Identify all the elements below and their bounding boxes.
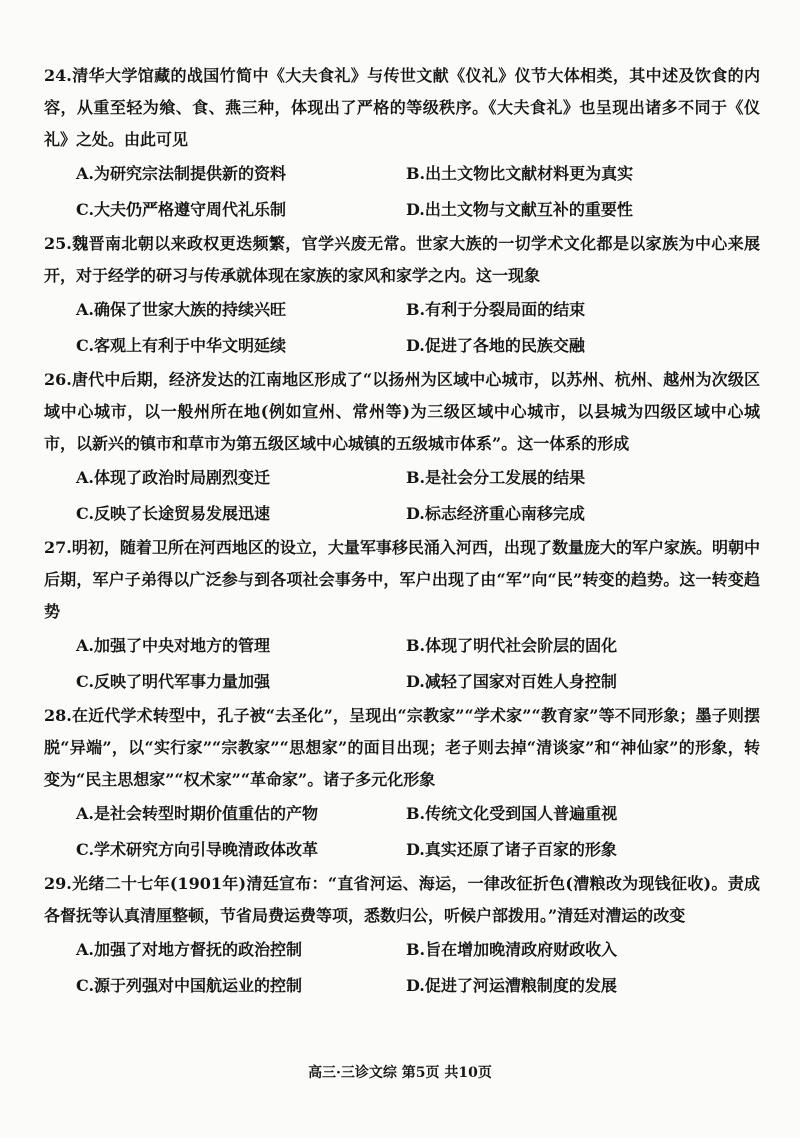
option-d[interactable]: D.促进了各地的民族交融	[406, 336, 585, 355]
option-c[interactable]: C.学术研究方向引导晚清政体改革	[76, 840, 319, 859]
option-d[interactable]: D.标志经济重心南移完成	[406, 504, 585, 523]
question-24	[44, 60, 760, 228]
option-a[interactable]: A.是社会转型时期价值重估的产物	[76, 804, 318, 823]
question-text: 清华大学馆藏的战国竹简中《大夫食礼》与传世文献《仪礼》仪节大体相类，其中述及饮食的内容，从重至轻为飨、食、燕三种，体现出了严格的等级秩序。《大夫食礼》也呈现出诸多不同于《仪礼》之处。由此可见	[44, 66, 760, 149]
question-stem	[44, 532, 760, 628]
option-grid	[44, 628, 760, 700]
question-28	[44, 700, 760, 868]
option-a[interactable]: A.体现了政治时局剧烈变迁	[76, 468, 270, 487]
option-d[interactable]: D.减轻了国家对百姓人身控制	[406, 672, 617, 691]
question-stem	[44, 700, 760, 796]
question-text: 魏晋南北朝以来政权更迭频繁，官学兴废无常。世家大族的一切学术文化都是以家族为中心来展开，对于经学的研习与传承就体现在家族的家风和家学之内。这一现象	[44, 234, 760, 285]
question-stem	[44, 60, 760, 156]
option-c[interactable]: C.大夫仍严格遵守周代礼乐制	[76, 200, 287, 219]
option-grid	[44, 156, 760, 228]
question-text: 在近代学术转型中，孔子被“去圣化”，呈现出“宗教家”“学术家”“教育家”等不同形象；墨子则摆脱“异端”，以“实行家”“宗教家”“思想家”的面目出现；老子则去掉“清谈家”和“神仙家”的形象，转变为“民主思想家”“权术家”“革命家”。诸子多元化形象	[44, 706, 760, 789]
option-c[interactable]: C.反映了明代军事力量加强	[76, 672, 271, 691]
question-27	[44, 532, 760, 700]
question-number: 24.	[44, 66, 72, 85]
option-a[interactable]: A.加强了对地方督抚的政治控制	[76, 940, 302, 959]
question-text: 明初，随着卫所在河西地区的设立，大量军事移民涌入河西，出现了数量庞大的军户家族。明朝中后期，军户子弟得以广泛参与到各项社会事务中，军户出现了由“军”向“民”转变的趋势。这一转变趋势	[44, 538, 760, 621]
option-b[interactable]: B.出土文物比文献材料更为真实	[406, 164, 634, 183]
option-b[interactable]: B.体现了明代社会阶层的固化	[406, 636, 618, 655]
option-grid	[44, 460, 760, 532]
question-text: 光绪二十七年(1901年)清廷宣布：“直省河运、海运，一律改征折色(漕粮改为现钱征收)。责成各督抚等认真清厘整顿，节省局费运费等项，悉数归公，听候户部拨用。”清廷对漕运的改变	[44, 874, 760, 925]
question-text: 唐代中后期，经济发达的江南地区形成了“以扬州为区域中心城市，以苏州、杭州、越州为次级区域中心城市，以一般州所在地(例如宣州、常州等)为三级区域中心城市，以县城为四级区域中心城市，以新兴的镇市和草市为第五级区域中心城镇的五级城市体系”。这一体系的形成	[44, 370, 760, 453]
option-b[interactable]: B.传统文化受到国人普遍重视	[406, 804, 618, 823]
question-number: 28.	[44, 706, 72, 725]
option-d[interactable]: D.真实还原了诸子百家的形象	[406, 840, 617, 859]
option-c[interactable]: C.源于列强对中国航运业的控制	[76, 976, 303, 995]
question-stem	[44, 364, 760, 460]
question-26	[44, 364, 760, 532]
option-b[interactable]: B.旨在增加晚清政府财政收入	[406, 940, 618, 959]
question-number: 25.	[44, 234, 72, 253]
question-29	[44, 868, 760, 1004]
option-a[interactable]: A.加强了中央对地方的管理	[76, 636, 270, 655]
option-a[interactable]: A.确保了世家大族的持续兴旺	[76, 300, 286, 319]
page-footer: 高三·三诊文综 第5页 共10页	[308, 1065, 492, 1081]
question-stem	[44, 868, 760, 932]
option-c[interactable]: C.反映了长途贸易发展迅速	[76, 504, 271, 523]
option-b[interactable]: B.有利于分裂局面的结束	[406, 300, 586, 319]
question-25	[44, 228, 760, 364]
question-number: 26.	[44, 370, 72, 389]
option-grid	[44, 292, 760, 364]
option-a[interactable]: A.为研究宗法制提供新的资料	[76, 164, 286, 183]
question-number: 27.	[44, 538, 72, 557]
option-grid	[44, 932, 760, 1004]
option-b[interactable]: B.是社会分工发展的结果	[406, 468, 586, 487]
option-grid	[44, 796, 760, 868]
option-d[interactable]: D.促进了河运漕粮制度的发展	[406, 976, 617, 995]
question-stem	[44, 228, 760, 292]
option-d[interactable]: D.出土文物与文献互补的重要性	[406, 200, 633, 219]
option-c[interactable]: C.客观上有利于中华文明延续	[76, 336, 287, 355]
question-list	[44, 60, 760, 1004]
question-number: 29.	[44, 874, 72, 893]
